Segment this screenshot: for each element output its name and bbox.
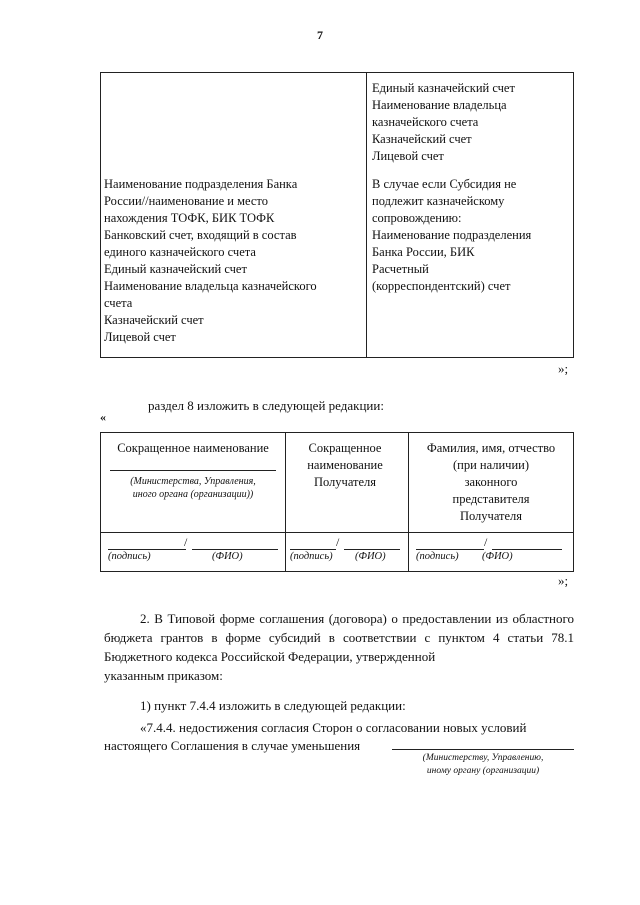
page-number: 7 (317, 28, 323, 42)
fio-label: (ФИО) (212, 551, 243, 562)
hint-line: (Министерства, Управления, (130, 476, 256, 487)
table-cell-line: Банка России, БИК (372, 245, 475, 259)
header-line: Получателя (313, 475, 377, 489)
item-744-line-1: «7.4.4. недостижения согласия Сторон о согласовании новых условий (140, 720, 527, 735)
signature-slash: / (336, 535, 340, 549)
table-cell-line: Единый казначейский счет (104, 262, 247, 276)
closing-quote: »; (558, 361, 569, 376)
fio-line (192, 549, 278, 550)
table-cell-line: Лицевой счет (104, 330, 176, 344)
header-line: Фамилия, имя, отчество (426, 441, 556, 455)
table1-right-bottom-cell (372, 176, 572, 295)
header-line: законного (464, 475, 518, 489)
table-cell-line: казначейского счета (372, 115, 479, 129)
signature-label: (подпись) (416, 551, 459, 562)
table-cell-line: Казначейский счет (104, 313, 204, 327)
header-line: представителя (452, 492, 530, 506)
table-cell-line: Лицевой счет (372, 149, 444, 163)
table-cell-line: подлежит казначейскому (372, 194, 505, 208)
signature-line (416, 549, 484, 550)
section-8-intro: раздел 8 изложить в следующей редакции: (148, 398, 384, 413)
blank-line (110, 470, 276, 471)
signature-line (108, 549, 186, 550)
table-cell-line: Наименование подразделения Банка (104, 177, 298, 191)
hint-line: иного органа (организации)) (132, 489, 254, 500)
paragraph-2-text: 2. В Типовой форме соглашения (договора) о предоставлении из областного бюджета грантов в форме субсидий в соответствии с пунктом 4 статьи 78.1 Бюджетного кодекса Российской Федерации, утвержденной (104, 611, 574, 664)
signature-line (290, 549, 336, 550)
table-column-divider (408, 433, 409, 571)
table1-right-top-cell (372, 80, 572, 165)
table-cell-line: (корреспондентский) счет (372, 279, 511, 293)
header-line: (при наличии) (452, 458, 530, 472)
table-cell-line: Единый казначейский счет (372, 81, 515, 95)
closing-quote: »; (558, 573, 569, 588)
table-cell-line: Расчетный (372, 262, 429, 276)
table-cell-line: России//наименование и место (104, 194, 268, 208)
header-line: Получателя (459, 509, 523, 523)
table-cell-line: счета (104, 296, 133, 310)
item-744-line-2: настоящего Соглашения в случае уменьшения (104, 738, 361, 753)
table-cell-line: В случае если Субсидия не (372, 177, 517, 191)
fio-line (492, 549, 562, 550)
signature-slash: / (484, 535, 488, 549)
table-cell-line: сопровождению: (372, 211, 462, 225)
opening-quote: « (100, 410, 106, 424)
bottom-hint (392, 752, 574, 778)
blank-line (392, 749, 574, 750)
table-cell-line: Банковский счет, входящий в состав (104, 228, 297, 242)
table-row-divider (101, 532, 573, 533)
col-header-recipient-name (286, 440, 404, 491)
table-cell-line: Казначейский счет (372, 132, 472, 146)
table-cell-line: единого казначейского счета (104, 245, 256, 259)
item-1: 1) пункт 7.4.4 изложить в следующей редакции: (140, 698, 406, 713)
col-header-representative (410, 440, 572, 525)
signature-label: (подпись) (108, 551, 151, 562)
signature-slash: / (184, 535, 188, 549)
table-cell-line: нахождения ТОФК, БИК ТОФК (104, 211, 275, 225)
col1-hint (104, 475, 282, 501)
signature-label: (подпись) (290, 551, 333, 562)
table-cell-line: Наименование владельца казначейского (104, 279, 317, 293)
table-cell-line: Наименование владельца (372, 98, 507, 112)
col-header-short-name: Сокращенное наименование (117, 441, 269, 455)
fio-line (344, 549, 400, 550)
paragraph-2-last-line: указанным приказом: (104, 668, 223, 683)
hint-line: (Министерству, Управлению, (422, 753, 544, 763)
header-line: Сокращенное (308, 441, 382, 455)
paragraph-2 (104, 609, 574, 685)
fio-label: (ФИО) (482, 551, 513, 562)
table-column-divider (366, 73, 367, 357)
fio-label: (ФИО) (355, 551, 386, 562)
table1-left-cell (104, 176, 364, 346)
header-line: наименование (307, 458, 383, 472)
table-cell-line: Наименование подразделения (372, 228, 532, 242)
hint-line: иному органу (организации) (426, 766, 540, 776)
